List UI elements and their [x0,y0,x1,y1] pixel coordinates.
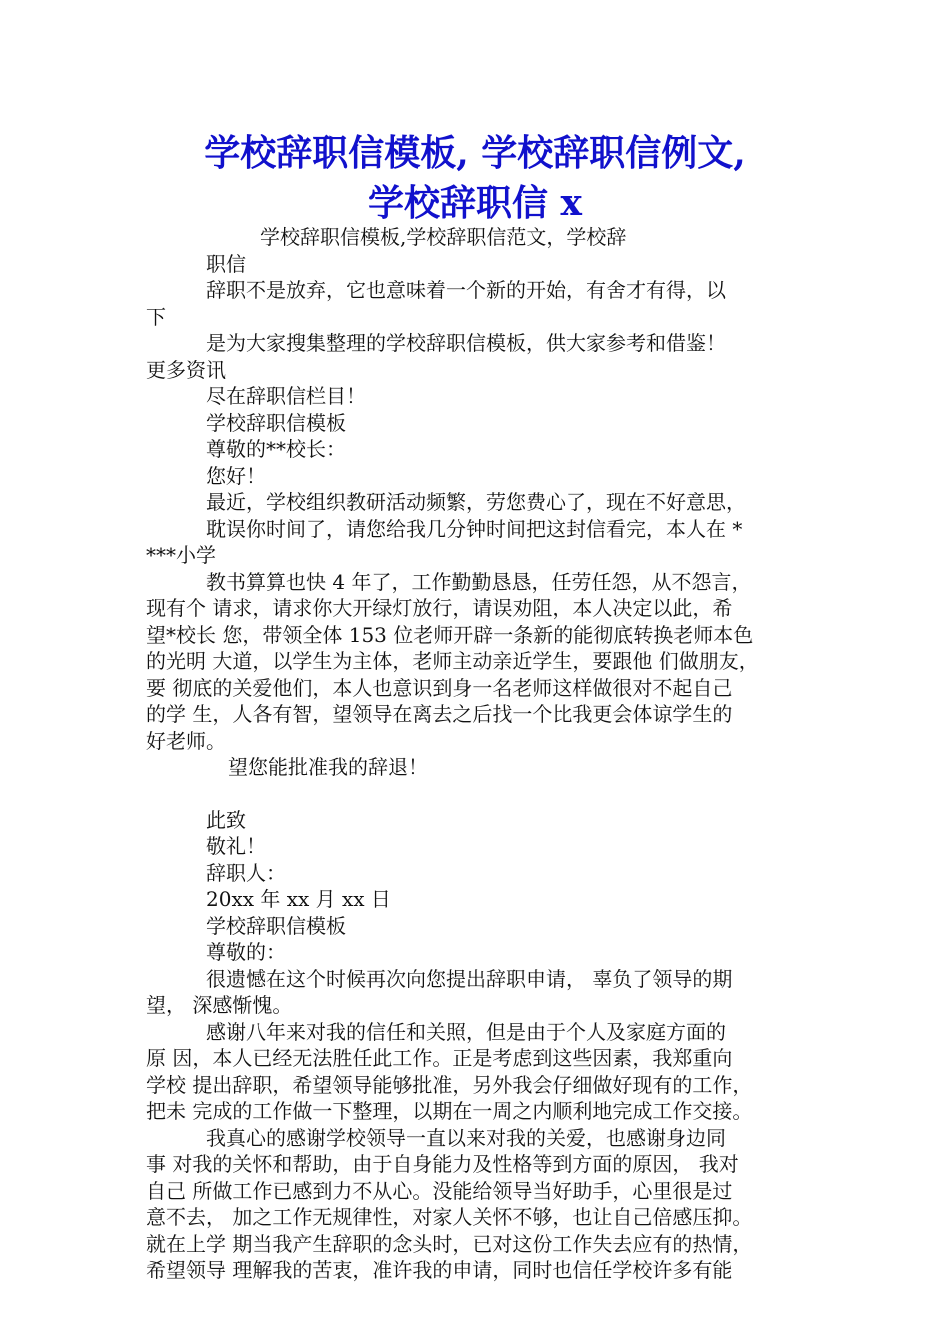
text-line: 的光明 大道，以学生为主体，老师主动亲近学生，要跟他 们做朋友， [146,649,759,673]
text-line: 尊敬的**校长： [206,437,346,461]
text-line: 事 对我的关怀和帮助，由于自身能力及性格等到方面的原因， 我对 [146,1152,739,1176]
text-line: 是为大家搜集整理的学校辞职信模板，供大家参考和借鉴！ [206,331,726,355]
text-line: 现有个 请求，请求你大开绿灯放行，请误劝阻，本人决定以此，希 [146,596,733,620]
text-line: 望*校长 您，带领全体 153 位老师开辟一条新的能彻底转换老师本色 [146,622,754,647]
text-line: 望您能批准我的辞退！ [228,755,428,779]
text-line: 原 因，本人已经无法胜任此工作。正是考虑到这些因素，我郑重向 [146,1046,733,1070]
document-title [0,128,950,228]
text-line: 耽误你时间了，请您给我几分钟时间把这封信看完，本人在 * [206,516,743,541]
text-line: 要 彻底的关爱他们，本人也意识到身一名老师这样做很对不起自己 [146,675,733,700]
text-line: 的学 生，人各有智，望领导在离去之后找一个比我更会体谅学生的 [146,702,733,726]
text-line: 尊敬的： [206,940,286,964]
text-line: 您好！ [206,463,266,488]
text-line: 希望领导 理解我的苦衷，准许我的申请，同时也信任学校许多有能 [146,1258,733,1282]
title-line-1: 学校辞职信模板, 学校辞职信例文, [204,132,746,174]
text-line: 下 [146,304,166,329]
text-line: 意不去， 加之工作无规律性，对家人关怀不够，也让自己倍感压抑。 [146,1205,753,1229]
blank-line [146,781,826,807]
text-line: 感谢八年来对我的信任和关照，但是由于个人及家庭方面的 [206,1019,726,1044]
text-line: 学校辞职信模板 [206,410,346,435]
text-line: 20xx 年 xx 月 xx 日 [206,887,391,911]
text-line: 此致 [206,807,246,832]
text-line: 很遗憾在这个时候再次向您提出辞职申请， 辜负了领导的期 [206,966,733,991]
text-line: 教书算算也快 4 年了，工作勤勤恳恳，任劳任怨，从不怨言， [206,569,752,594]
text-line: 学校辞职信模板 [206,913,346,938]
text-line: 辞职人： [206,860,286,885]
text-line: 尽在辞职信栏目！ [206,384,366,408]
text-line: 职信 [206,251,246,276]
text-line: 辞职不是放弃，它也意味着一个新的开始，有舍才有得，以 [206,278,726,302]
text-line: 最近，学校组织教研活动频繁，劳您费心了，现在不好意思， [206,490,746,514]
text-line: 学校 提出辞职，希望领导能够批准，另外我会仔细做好现有的工作， [146,1072,753,1097]
text-line: 更多资讯 [146,357,226,382]
text-line: 把未 完成的工作做一下整理，以期在一周之内顺利地完成工作交接。 [146,1099,753,1123]
text-line: 望， 深感惭愧。 [146,993,293,1017]
text-line: 好老师。 [146,728,226,753]
text-line: 学校辞职信模板,学校辞职信范文，学校辞 [260,225,627,249]
text-line: 我真心的感谢学校领导一直以来对我的关爱，也感谢身边同 [206,1125,726,1150]
title-line-2: 学校辞职信 x [368,182,582,224]
document-body [146,224,826,1284]
text-line: 敬礼！ [206,834,266,858]
text-line: 自己 所做工作已感到力不从心。没能给领导当好助手，心里很是过 [146,1178,733,1203]
text-line: ***小学 [146,543,216,567]
text-line: 就在上学 期当我产生辞职的念头时，已对这份工作失去应有的热情， [146,1231,753,1256]
